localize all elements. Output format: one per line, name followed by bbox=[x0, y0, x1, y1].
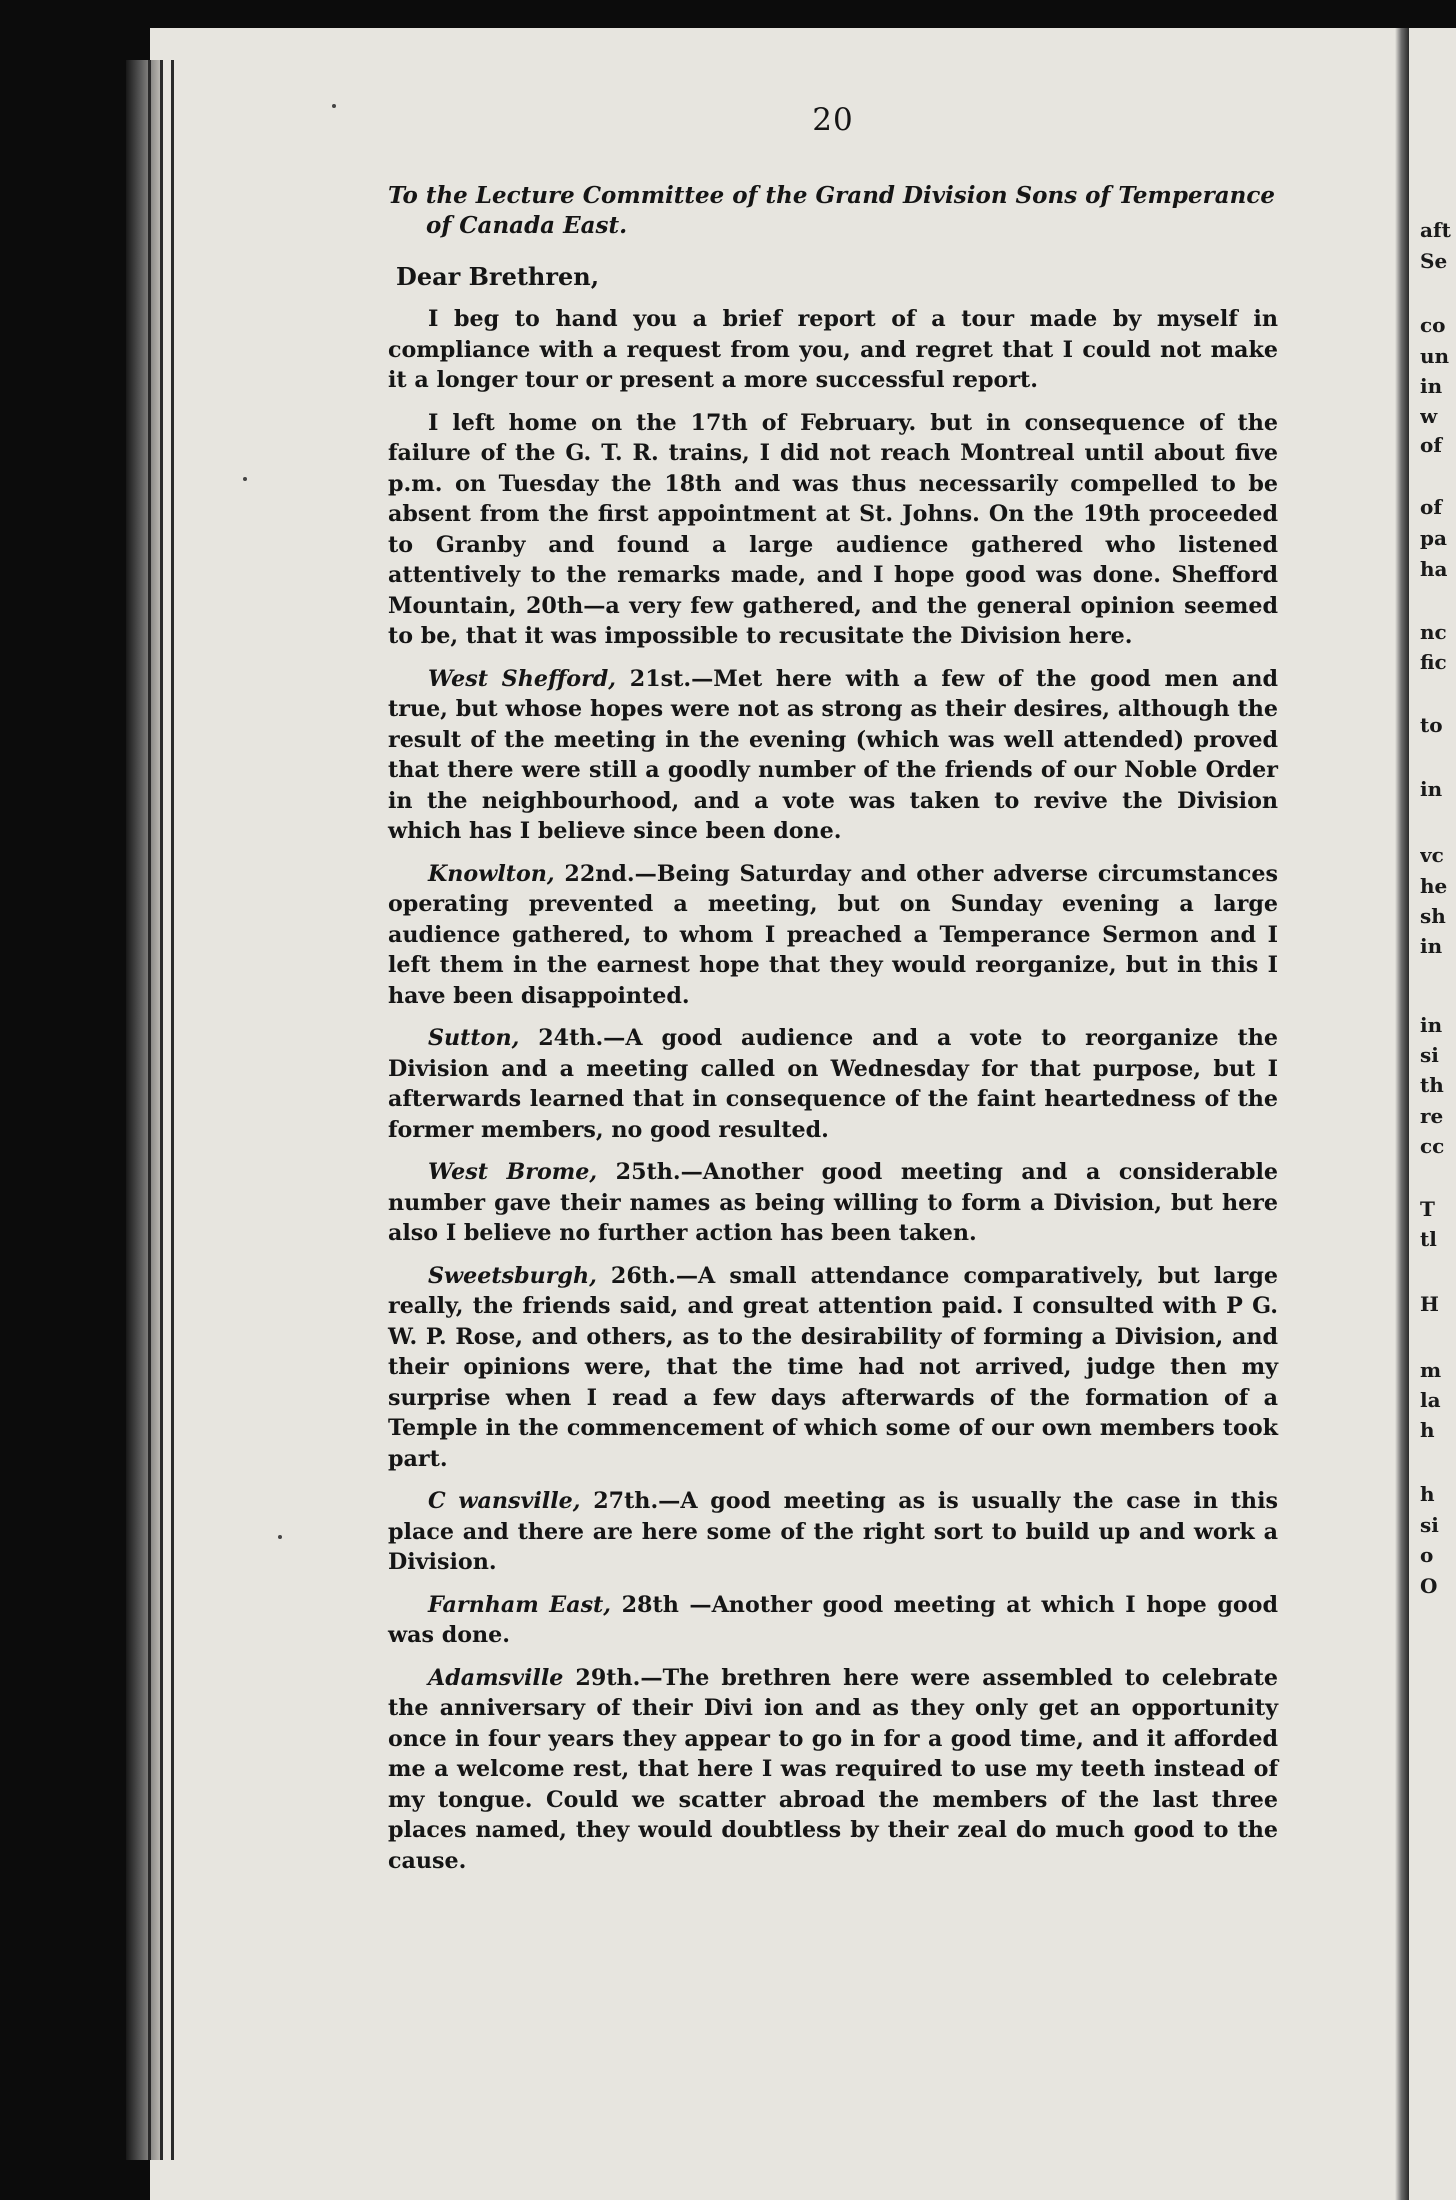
margin-fragment: fic bbox=[1420, 650, 1447, 674]
margin-fragment: th bbox=[1420, 1073, 1444, 1097]
place-name: C wansville, bbox=[428, 1488, 581, 1514]
binding-line bbox=[148, 60, 151, 2160]
margin-fragment: of bbox=[1420, 433, 1442, 457]
scan-speck bbox=[243, 477, 247, 481]
margin-fragment: he bbox=[1420, 874, 1448, 898]
document-page bbox=[388, 102, 1279, 1888]
margin-fragment: T bbox=[1420, 1197, 1435, 1221]
address-line: To the Lecture Committee of the Grand Division Sons of Temperance of Canada East. bbox=[388, 181, 1275, 239]
place-name: West Shefford, bbox=[428, 665, 617, 692]
margin-fragment: in bbox=[1420, 374, 1443, 398]
margin-fragment: in bbox=[1420, 1013, 1443, 1037]
place-name: Sweetsburgh, bbox=[428, 1262, 597, 1289]
salutation: Dear Brethren, bbox=[396, 261, 600, 291]
margin-fragment: la bbox=[1420, 1388, 1441, 1412]
page-gutter bbox=[1395, 28, 1409, 2200]
margin-fragment: to bbox=[1420, 713, 1443, 737]
page-number: 20 bbox=[812, 102, 854, 138]
margin-fragment: vc bbox=[1420, 843, 1444, 867]
margin-fragment: tl bbox=[1420, 1227, 1437, 1251]
paragraph-text: 22nd.—Being Saturday and other adverse circumstances operating prevented a meeting, but on Sunday evening a large audience gathered, to whom I preached a Temperance Sermon and I left them in the earnest hope that they would reorganize, but in this I have been disappointed. bbox=[388, 860, 1278, 1009]
paragraph-text: 25th.—Another good meeting and a considerable number gave their names as being willing to form a Division, but here also I believe no further action has been taken. bbox=[388, 1159, 1279, 1246]
place-name: Sutton, bbox=[428, 1025, 520, 1051]
scan-speck bbox=[332, 104, 336, 108]
report-paragraph bbox=[388, 859, 1278, 1012]
paragraph-text: 26th.—A small attendance comparatively, but large really, the friends said, and great attention paid. I consulted with P G. W. P. Rose, and others, as to the desirability of forming a Division, and their opinions were, that the time had not arrived, judge then my surprise when I read a few days afterwards of the formation of a Temple in the commencement of which some of our own members took part. bbox=[388, 1262, 1278, 1472]
margin-fragment: in bbox=[1420, 777, 1443, 801]
margin-fragment: si bbox=[1420, 1513, 1439, 1537]
margin-fragment: pa bbox=[1420, 526, 1447, 550]
margin-fragment: sh bbox=[1420, 904, 1446, 928]
margin-fragment: O bbox=[1420, 1574, 1438, 1598]
margin-fragment: o bbox=[1420, 1543, 1434, 1567]
report-paragraph bbox=[388, 1157, 1278, 1249]
paragraph-text: 21st.—Met here with a few of the good men and true, but whose hopes were not as strong as their desires, although the result of the meeting in the evening (which was well attended) proved that there were still a goodly number of the friends of our Noble Order in the neighbourhood, and a vote was taken to revive the Division which has I believe since been done. bbox=[388, 665, 1278, 844]
report-paragraph bbox=[388, 304, 1278, 396]
paragraph-text: 28th —Another good meeting at which I hope good was done. bbox=[388, 1591, 1278, 1648]
margin-fragment: in bbox=[1420, 934, 1443, 958]
margin-fragment: H bbox=[1420, 1292, 1439, 1316]
margin-fragment: ha bbox=[1420, 557, 1448, 581]
report-paragraph bbox=[388, 664, 1278, 847]
book-binding-edge bbox=[126, 60, 160, 2160]
scan-speck bbox=[278, 1535, 282, 1539]
margin-fragment: cc bbox=[1420, 1134, 1445, 1158]
scan-top-border bbox=[0, 0, 1456, 28]
paragraph-text: I left home on the 17th of February. but in consequence of the failure of the G. T. R. trains, I did not reach Montreal until about five p.m. on Tuesday the 18th and was thus necessarily compelled to be absent from the first appointment at St. Johns. On the 19th proceeded to Granby and found a large audience gathered who listened attentively to the remarks made, and I hope good was done. Shefford Mountain, 20th—a very few gathered, and the general opinion seemed to be, that it was impossible to recusitate the Division here. bbox=[388, 409, 1278, 649]
paragraph-text: 24th.—A good audience and a vote to reorganize the Division and a meeting called on Wednesday for that purpose, but I afterwards learned that in consequence of the faint heartedness of the former members, no good resulted. bbox=[388, 1025, 1278, 1143]
margin-fragment: m bbox=[1420, 1358, 1442, 1382]
place-name: West Brome, bbox=[428, 1159, 598, 1185]
paragraph-text: 29th.—The brethren here were assembled to celebrate the anniversary of their Divi ion and as they only get an opportunity once in four years they appear to go in for a good time, and it afforded me a welcome rest, that here I was required to use my teeth instead of my tongue. Could we scatter abroad the members of the last three places named, they would doubtless by their zeal do much good to the cause. bbox=[388, 1664, 1278, 1874]
margin-fragment: Se bbox=[1420, 249, 1448, 273]
report-paragraph bbox=[388, 1590, 1278, 1651]
report-paragraph bbox=[388, 408, 1278, 652]
paragraph-text: 27th.—A good meeting as is usually the case in this place and there are here some of the right sort to build up and work a Division. bbox=[388, 1488, 1278, 1575]
margin-fragment: h bbox=[1420, 1482, 1435, 1506]
margin-fragment: w bbox=[1420, 404, 1438, 428]
margin-fragment: co bbox=[1420, 313, 1446, 337]
place-name: Adamsville bbox=[428, 1664, 564, 1691]
place-name: Knowlton, bbox=[428, 860, 555, 887]
place-name: Farnham East, bbox=[428, 1591, 612, 1618]
margin-fragment: re bbox=[1420, 1104, 1444, 1128]
margin-fragment: un bbox=[1420, 344, 1450, 368]
binding-line bbox=[160, 60, 163, 2160]
margin-fragment: of bbox=[1420, 495, 1442, 519]
margin-fragment: aft bbox=[1420, 218, 1451, 242]
report-paragraph bbox=[388, 1261, 1278, 1475]
binding-line bbox=[171, 60, 174, 2160]
margin-fragment: si bbox=[1420, 1043, 1439, 1067]
report-paragraph bbox=[388, 1663, 1278, 1877]
margin-fragment: nc bbox=[1420, 620, 1447, 644]
paragraph-text: I beg to hand you a brief report of a tour made by myself in compliance with a request from you, and regret that I could not make it a longer tour or present a more successful report. bbox=[388, 306, 1278, 393]
margin-fragment: h bbox=[1420, 1418, 1435, 1442]
report-paragraph bbox=[388, 1486, 1278, 1578]
report-paragraph bbox=[388, 1023, 1278, 1145]
report-body bbox=[388, 304, 1278, 1876]
